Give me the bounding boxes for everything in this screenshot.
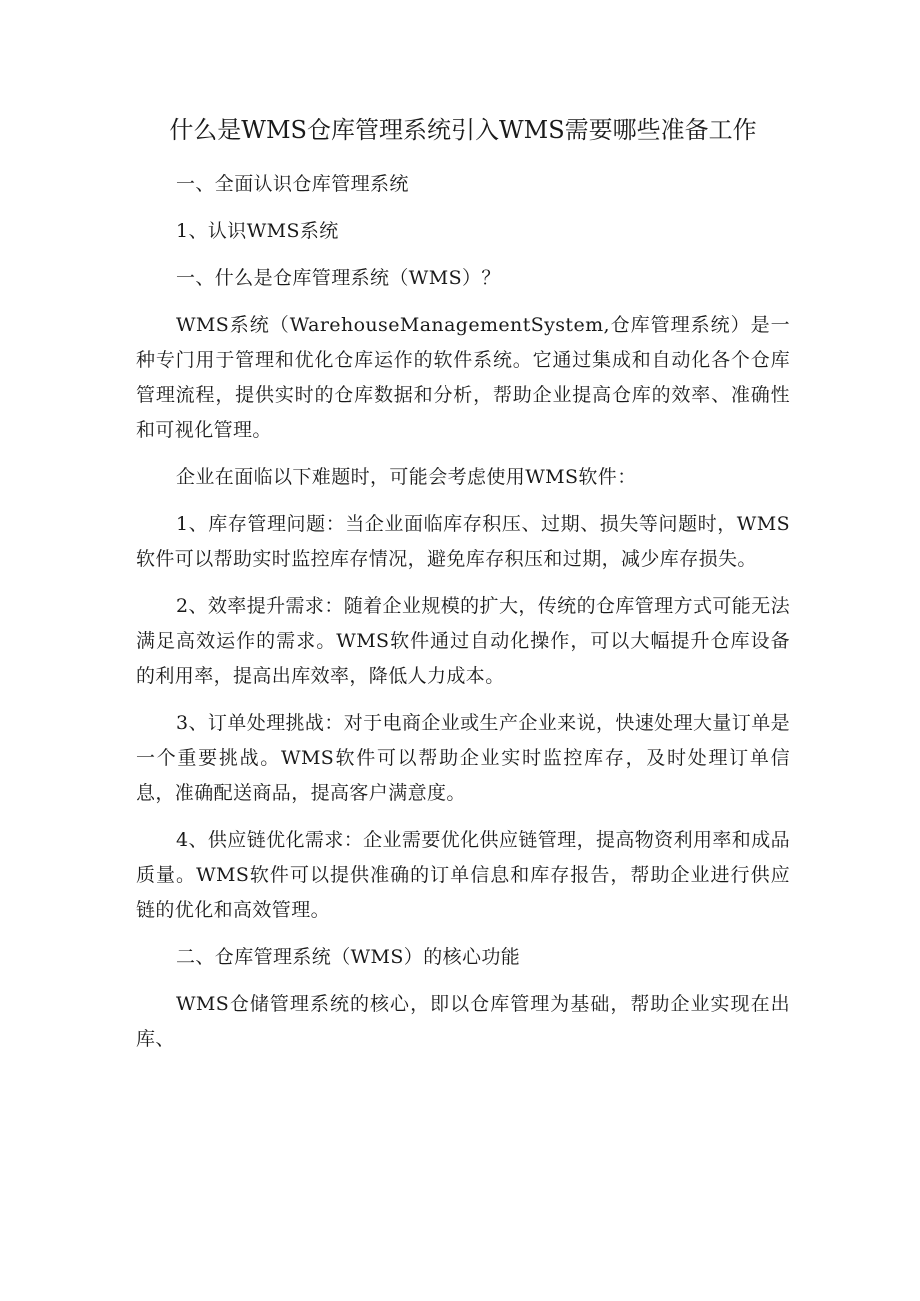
paragraph-wms-definition: WMS系统（WarehouseManagementSystem,仓库管理系统）是一种专门用于管理和优化仓库运作的软件系统。它通过集成和自动化各个仓库管理流程，提供实时的仓库数据和分析，帮助企业提高仓库的效率、准确性和可视化管理。 [136, 314, 790, 441]
question-heading: 一、什么是仓库管理系统（WMS）？ [176, 267, 501, 289]
paragraph-core-functions: WMS仓储管理系统的核心，即以仓库管理为基础，帮助企业实现在出库、 [136, 993, 790, 1050]
section-heading-1: 一、全面认识仓库管理系统 [176, 173, 409, 195]
section-heading-2: 二、仓库管理系统（WMS）的核心功能 [176, 946, 521, 968]
paragraph-problem-3: 3、订单处理挑战：对于电商企业或生产企业来说，快速处理大量订单是一个重要挑战。WMS软件可以帮助企业实时监控库存，及时处理订单信息，准确配送商品，提高客户满意度。 [136, 712, 790, 804]
document-title: 什么是WMS仓库管理系统引入WMS需要哪些准备工作 [169, 116, 757, 144]
paragraph-problem-4: 4、供应链优化需求：企业需要优化供应链管理，提高物资利用率和成品质量。WMS软件可以提供准确的订单信息和库存报告，帮助企业进行供应链的优化和高效管理。 [136, 829, 790, 921]
subsection-heading-1: 1、认识WMS系统 [176, 220, 339, 242]
paragraph-intro-problems: 企业在面临以下难题时，可能会考虑使用WMS软件： [176, 466, 637, 488]
paragraph-problem-1: 1、库存管理问题：当企业面临库存积压、过期、损失等问题时，WMS软件可以帮助实时监控库存情况，避免库存积压和过期，减少库存损失。 [136, 513, 790, 570]
paragraph-problem-2: 2、效率提升需求：随着企业规模的扩大，传统的仓库管理方式可能无法满足高效运作的需求。WMS软件通过自动化操作，可以大幅提升仓库设备的利用率，提高出库效率，降低人力成本。 [136, 595, 790, 687]
